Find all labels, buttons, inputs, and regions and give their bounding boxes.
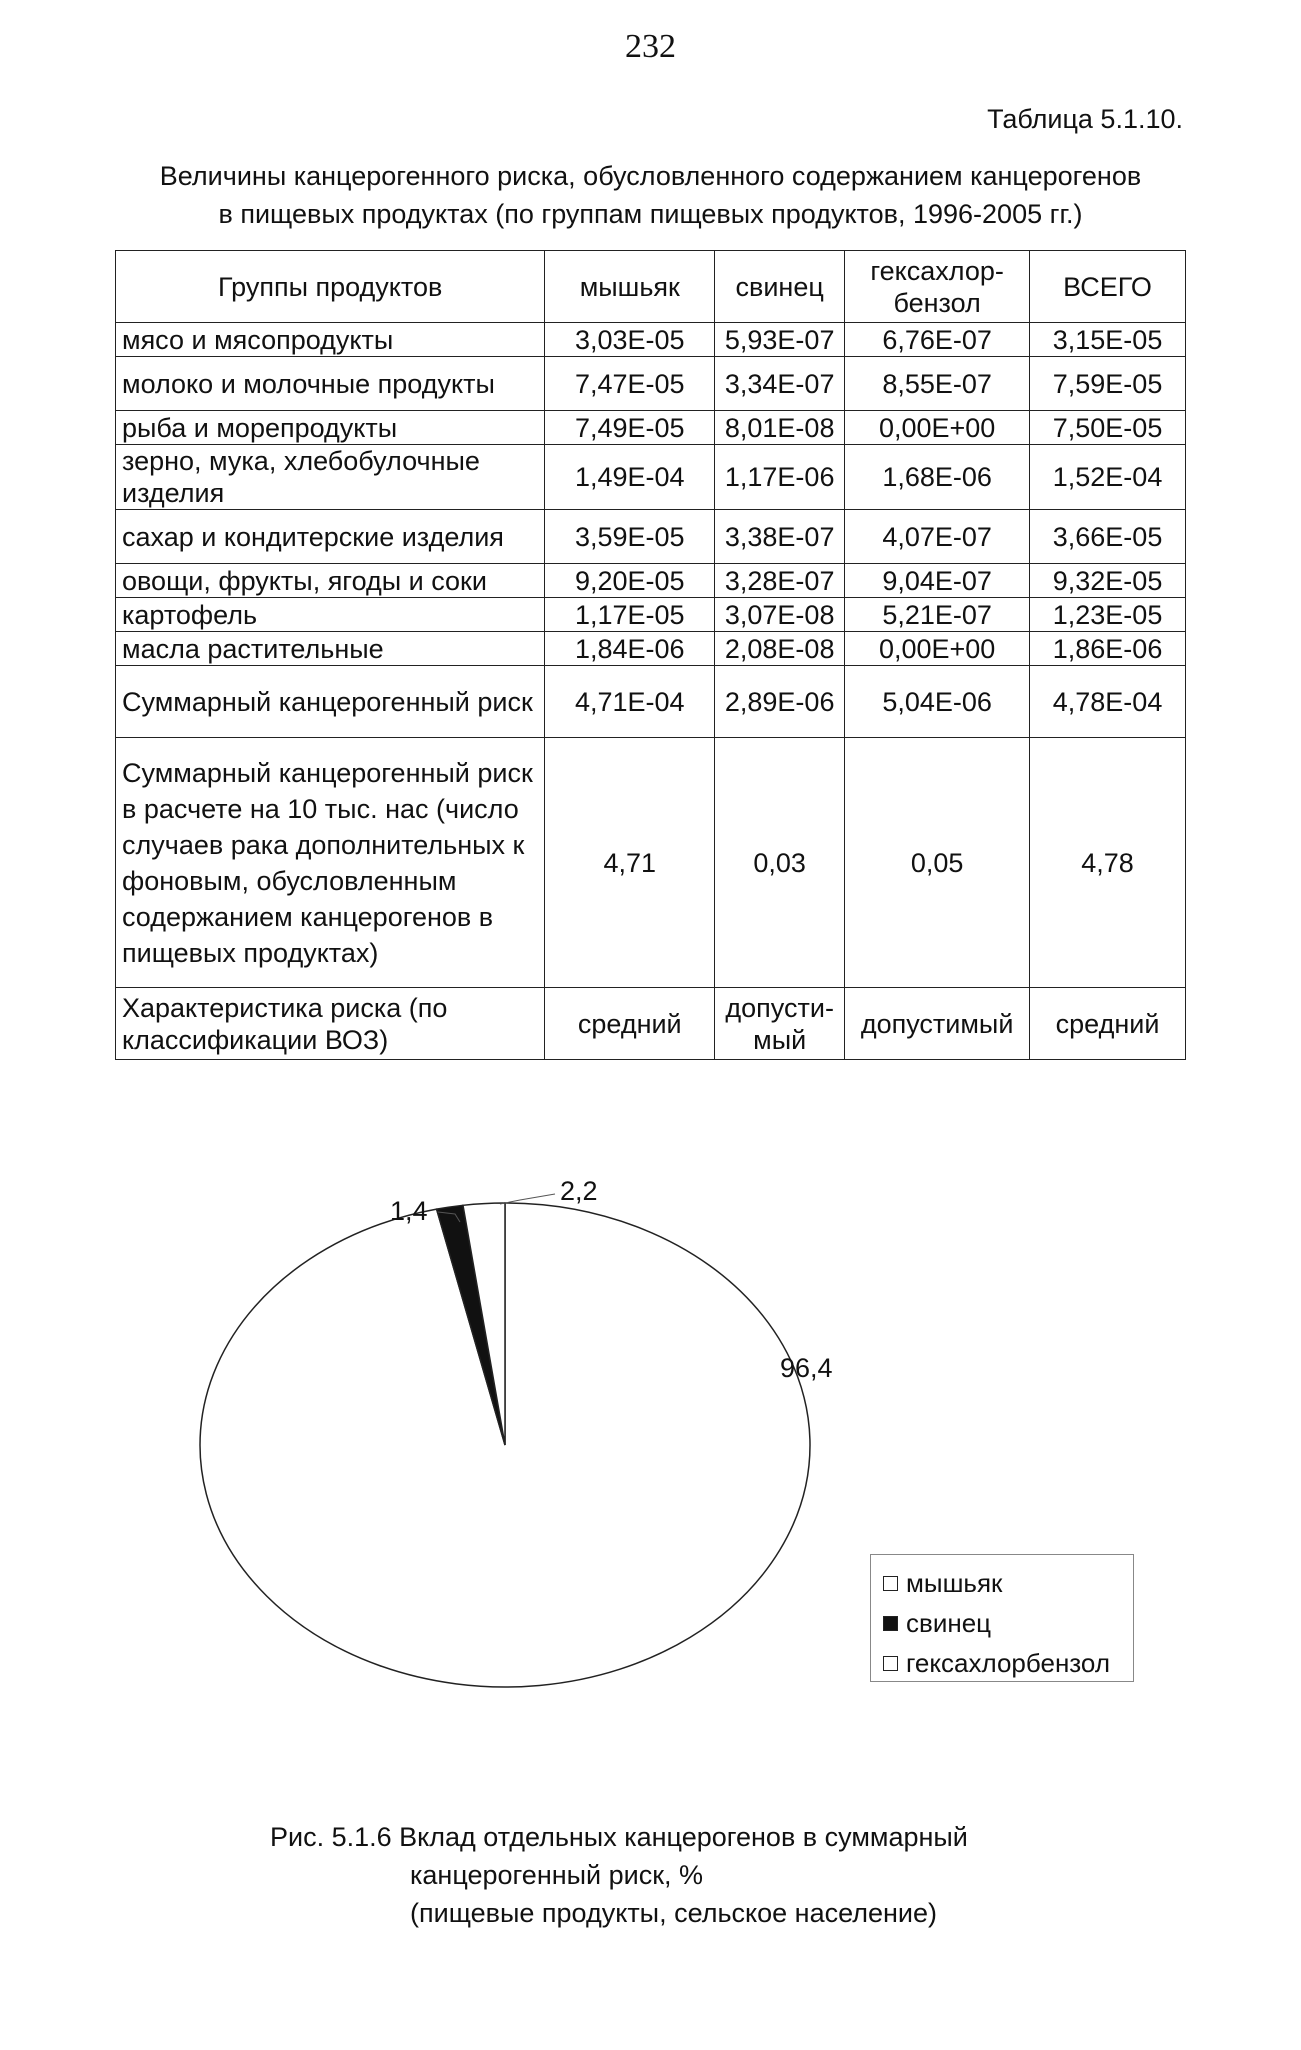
header-lead: свинец xyxy=(715,251,845,323)
table-cell-value: средний xyxy=(1030,988,1186,1060)
table-cell-value: 3,07E-08 xyxy=(715,598,845,632)
caption-line1: Рис. 5.1.6 Вклад отдельных канцерогенов в суммарный xyxy=(270,1822,968,1852)
table-cell-value: 9,04E-07 xyxy=(845,564,1030,598)
table-cell-value: 6,76E-07 xyxy=(845,323,1030,357)
table-cell-group: сахар и кондитерские изделия xyxy=(116,510,545,564)
legend-swatch-lead xyxy=(883,1616,898,1631)
table-cell-value: 1,17E-05 xyxy=(545,598,715,632)
table-cell-value: 0,03 xyxy=(715,738,845,988)
legend-item-lead xyxy=(883,1603,1133,1643)
legend-swatch-hcb xyxy=(883,1656,898,1671)
table-cell-value: 5,21E-07 xyxy=(845,598,1030,632)
table-cell-value: 1,52E-04 xyxy=(1030,445,1186,510)
figure-caption xyxy=(270,1818,968,1932)
table-cell-value: 9,32E-05 xyxy=(1030,564,1186,598)
table-cell-group: молоко и молочные продукты xyxy=(116,357,545,411)
table-cell-value: 3,15E-05 xyxy=(1030,323,1186,357)
table-cell-value: 3,59E-05 xyxy=(545,510,715,564)
table-cell-group: Суммарный канцерогенный риск xyxy=(116,666,545,738)
table-cell-value: 3,03E-05 xyxy=(545,323,715,357)
table-cell-value: 4,71 xyxy=(545,738,715,988)
table-cell-group: зерно, мука, хлебобулочные изделия xyxy=(116,445,545,510)
table-cell-group: масла растительные xyxy=(116,632,545,666)
leader-line-hcb xyxy=(500,1194,555,1204)
header-arsenic: мышьяк xyxy=(545,251,715,323)
table-cell-value: 2,89E-06 xyxy=(715,666,845,738)
table-cell-value: 5,93E-07 xyxy=(715,323,845,357)
table-cell-value: 5,04E-06 xyxy=(845,666,1030,738)
table-cell-group: Суммарный канцерогенный риск в расчете на 10 тыс. нас (число случаев рака дополнительных к фоновым, обусловленным содержанием канцерогенов в пищевых продуктах) xyxy=(116,738,545,988)
table-cell-value: 1,23E-05 xyxy=(1030,598,1186,632)
legend-item-arsenic xyxy=(883,1563,1133,1603)
table-cell-value: 7,50E-05 xyxy=(1030,411,1186,445)
legend-label-hcb: гексахлорбензол xyxy=(906,1647,1110,1678)
table-title-line1: Величины канцерогенного риска, обусловленного содержанием канцерогенов xyxy=(159,161,1142,191)
table-cell-group: мясо и мясопродукты xyxy=(116,323,545,357)
header-hcb: гексахлор- бензол xyxy=(845,251,1030,323)
table-cell-value: 1,68E-06 xyxy=(845,445,1030,510)
table-label: Таблица 5.1.10. xyxy=(987,104,1183,134)
table-cell-group: картофель xyxy=(116,598,545,632)
table-cell-value: 3,38E-07 xyxy=(715,510,845,564)
caption-line2: канцерогенный риск, % xyxy=(410,1860,704,1890)
header-groups: Группы продуктов xyxy=(116,251,545,323)
table-cell-group: рыба и морепродукты xyxy=(116,411,545,445)
table-cell-value: 1,86E-06 xyxy=(1030,632,1186,666)
table-cell-value: 1,49E-04 xyxy=(545,445,715,510)
value-label-arsenic: 96,4 xyxy=(780,1353,833,1383)
table-cell-value: допусти- мый xyxy=(715,988,845,1060)
table-cell-value: 4,78E-04 xyxy=(1030,666,1186,738)
page-number: 232 xyxy=(625,28,676,65)
table-cell-value: 3,34E-07 xyxy=(715,357,845,411)
table-cell-group: овощи, фрукты, ягоды и соки xyxy=(116,564,545,598)
table-cell-value: 0,00E+00 xyxy=(845,632,1030,666)
table-cell-value: 0,05 xyxy=(845,738,1030,988)
table-title-line2: в пищевых продуктах (по группам пищевых продуктов, 1996-2005 гг.) xyxy=(218,199,1083,229)
table-cell-value: 9,20E-05 xyxy=(545,564,715,598)
table-cell-value: допустимый xyxy=(845,988,1030,1060)
table-cell-value: 7,59E-05 xyxy=(1030,357,1186,411)
table-cell-value: 8,55E-07 xyxy=(845,357,1030,411)
legend-label-arsenic: мышьяк xyxy=(906,1567,1003,1598)
header-total: ВСЕГО xyxy=(1030,251,1186,323)
table-cell-value: 4,71E-04 xyxy=(545,666,715,738)
value-label-hcb: 2,2 xyxy=(560,1176,598,1206)
caption-line3: (пищевые продукты, сельское население) xyxy=(410,1898,938,1928)
table-cell-value: 1,84E-06 xyxy=(545,632,715,666)
table-cell-value: 7,49E-05 xyxy=(545,411,715,445)
table-cell-value: 8,01E-08 xyxy=(715,411,845,445)
table-cell-value: 3,28E-07 xyxy=(715,564,845,598)
table-cell-value: 1,17E-06 xyxy=(715,445,845,510)
legend-swatch-arsenic xyxy=(883,1576,898,1591)
table-cell-value: 3,66E-05 xyxy=(1030,510,1186,564)
legend-item-hcb xyxy=(883,1643,1133,1683)
table-cell-group: Характеристика риска (по классификации ВОЗ) xyxy=(116,988,545,1060)
chart-legend xyxy=(870,1554,1134,1682)
table-cell-value: средний xyxy=(545,988,715,1060)
table-cell-value: 4,07E-07 xyxy=(845,510,1030,564)
table-cell-value: 4,78 xyxy=(1030,738,1186,988)
table-cell-value: 7,47E-05 xyxy=(545,357,715,411)
legend-label-lead: свинец xyxy=(906,1607,992,1638)
value-label-lead: 1,4 xyxy=(390,1196,428,1226)
table-cell-value: 0,00E+00 xyxy=(845,411,1030,445)
table-cell-value: 2,08E-08 xyxy=(715,632,845,666)
